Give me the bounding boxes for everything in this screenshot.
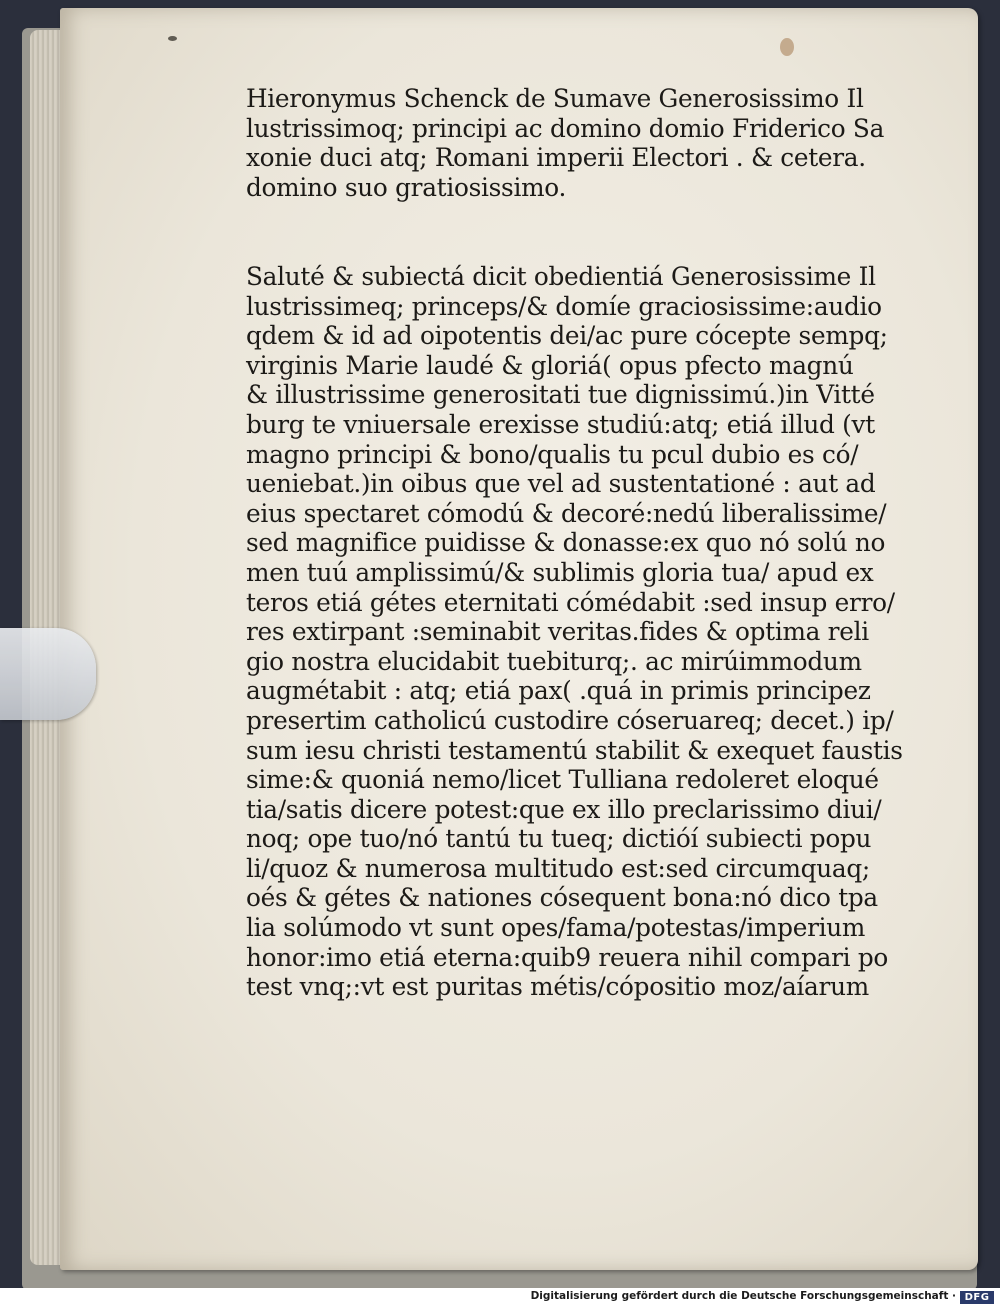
body-line: men tuú amplissimú/& sublimis gloria tua/ apud ex [246,557,874,588]
body-line: sime:& quoniá nemo/licet Tulliana redoleret eloqué [246,765,879,796]
body-line: noq; ope tuo/nó tantú tu tueq; dictióí subiecti popu [246,824,872,855]
body-line: augmétabit : atq; etiá pax( .quá in primis principez [246,676,871,707]
ink-mark [168,36,177,41]
heading-line: xonie duci atq; Romani imperii Electori . & cetera. [246,143,866,174]
funding-credit: Digitalisierung gefördert durch die Deutsche Forschungsgemeinschaft · [530,1290,956,1302]
body-line: virginis Marie laudé & gloriá( opus pfecto magnú [246,350,854,381]
body-line: magno principi & bono/qualis tu pcul dubio es có/ [246,439,859,470]
body-line: honor:imo etiá eterna:quib9 reuera nihil compari po [246,942,889,973]
body-line: eius spectaret cómodú & decoré:nedú liberalissime/ [246,498,887,529]
body-line: ueniebat.)in oibus que vel ad sustentationé : aut ad [246,469,876,500]
heading-line: lustrissimoq; principi ac domino domio Friderico Sa [246,113,885,144]
body-line: sum iesu christi testamentú stabilit & exequet faustis [246,735,903,766]
body-line: qdem & id ad oipotentis dei/ac pure cócepte sempq; [246,321,888,352]
body-line: presertim catholicú custodire cóseruareq; decet.) ip/ [246,705,894,736]
body-line: tia/satis dicere potest:que ex illo preclarissimo diui/ [246,794,882,825]
body-line: li/quoz & numerosa multitudo est:sed circumquaq; [246,853,870,884]
body-line: sed magnifice puidisse & donasse:ex quo nó solú no [246,528,886,559]
body-line: burg te vniuersale erexisse studiú:atq; etiá illud (vt [246,409,875,440]
body-line: gio nostra elucidabit tuebiturq;. ac mirúimmodum [246,646,862,677]
body-line: test vnq;:vt est puritas métis/cópositio moz/aíarum [246,972,869,1003]
body-line: teros etiá gétes eternitati cómédabit :sed insup erro/ [246,587,895,618]
dfg-logo: DFG [960,1291,994,1304]
body-line: lustrissimeq; princeps/& domíe graciosissime:audio [246,291,882,322]
foxing-spot [780,38,794,56]
heading-line: domino suo gratiosissimo. [246,172,567,203]
dedication-body [246,263,946,1003]
dedication-heading [246,85,946,203]
body-line: oés & gétes & nationes cósequent bona:nó dico tpa [246,883,878,914]
body-line: & illustrissime generositati tue dignissimú.)in Vitté [246,380,875,411]
heading-line: Hieronymus Schenck de Sumave Generosissimo Il [246,84,864,114]
body-line: lia solúmodo vt sunt opes/fama/potestas/imperium [246,913,866,944]
page-clip [0,628,96,720]
body-line: Saluté & subiectá dicit obedientiá Generosissime Il [246,262,876,292]
footer-bar [0,1288,1000,1307]
body-line: res extirpant :seminabit veritas.fides & optima reli [246,617,869,648]
